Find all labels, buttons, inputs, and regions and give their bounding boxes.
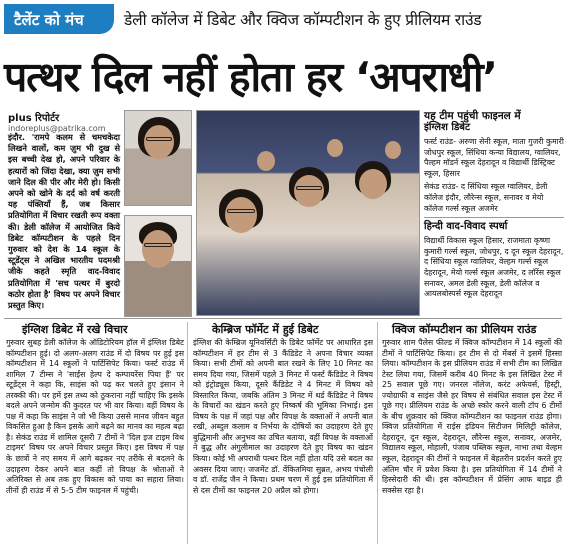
byline-email: indoreplus@patrika.com (8, 124, 106, 133)
section-body-english-debate: गुरुवार सुबह डेली कॉलेज के ऑडिटोरियम हॉल में इंग्लिश डिबेट कॉम्पटीशन हुई। दो अलग-अलग राउंड में दो विषय पर हुई इस कॉम्पटीशन में 14 स्कूलों ने पार्टिसिपेट किया। फर्स्ट राउंड में शामिल 7 टीम्स ने 'साईंस हेल्प दे कम्पायरेंस पिया हैं' पर स्टूडेंट्स ने कहा कि, साइंस को पढ़ कर चलते हुए इंसान ने तरक्की की। पर हमें इस तथ्य को ठुकराना नहीं चाहिए कि इसके बदले अपने जन्मोम की कुदरत पर भी वार किया। वहीं विषय के पक्ष में कहा कि साइंस ने जो भी किया उससे मानव जीवन बहुत विकसित हुआ है किन इसके आगे बढ़ने का मानव का महत्व बढ़ा है। सेकंड राउंड में शामिल दूसरी 7 टीमों ने 'दिल इज टाइम विथ टाइमर' विषय पर अपने विचार प्रस्तुत किए। इस विषय में पक्ष के छात्रों ने नए समय में आगे बढ़कर नए तरीके से बदलने के उदाहरण देकर अपने बात कहीं तो विपक्ष के श्रोताओं ने अतिरिक्त से अब तक हुए विकास को पाया का सहारा लिया। तीनों ही राउंड में से 5-5 टीम फाइनल में पहुंची। (6, 338, 184, 495)
audience-photo (196, 110, 420, 316)
student-photo-girl (124, 110, 192, 206)
lead-paragraph: इंदौर. 'रामपे कलम से चमचकेदा लिखने वालों, कम ज़ुम भी दुख से इस बच्ची देख हो, अपने परिवार के हत्यारों को जिंदा देखा, क्या ज़ुम सभी जाने दिल की पीर और मेरी हो। किसी अपने को खोने के दर्द को वर्ष करती यह पंक्तियाँ हैं, जब किसार प्रतियोगिता में विचार रखती रूप वक्ता की। डेली कॉलेज में आयोजित किये डिबेट कॉम्पटीशन के पहले दिन गुरुवार को देश के 14 स्कूल के स्टूडेंट्स ने अखिल भारतीय पदमश्री जीके कहते स्मृति वाद-विवाद प्रतियोगिता में 'सच पत्थर में बुरदो कठोर होता है' विषय पर अपने विचार प्रस्तुत किए। (8, 132, 120, 311)
section-heading-quiz: क्विज कॉम्पटीशन का प्रीलियम राउंड (392, 323, 537, 336)
sidebar-divider (424, 217, 564, 218)
section-tag: टैलेंट को मंच (4, 4, 114, 34)
section-body-quiz: गुरुवार शाम पैलेस फील्ड में क्विज कॉम्पटीशन में 14 स्कूलों की टीमों ने पार्टिसिपेट किया। हर टीम से दो मेंबर्स ने इसमें हिस्सा लिया। कॉम्पटीशन के इस प्रीलियम राउंड में सभी टीम का लिखित टेस्ट लिया गया, जिसमें करीब 40 मिनट के इस लिखित टेस्ट में 25 सवाल पूछे गए। जनरल नॉलेज, करंट अफेयर्स, हिस्ट्री, ज्योग्राफी व साइंस जैसे हर विषय से संबंधित सवाल इस टेस्ट में पूछे गए। प्रीलियम राउंड के अच्छे स्कोर करने वाली टॉप 6 टीमों के बीच शुक्रवार को क्विज कॉम्पटीशन का फाइनल राउंड होगा। क्विज प्रतियोगिता में राईस इंडियन सिटीजन मिलिट्री कॉलेज, देहरादून, दून स्कूल, देहरादून, लौरेन्स स्कूल, सनावर, अजमेर, विद्यालय स्कूल, मोहाली, पंजाब पब्लिक स्कूल, नाभा तथा वेल्हम स्कूल, देहरादून की टीमों ने फाइनल में बेहतरीन प्रदर्शन करते हुए अंतिम चौर में प्रवेश किया है। इस प्रतियोगिता में 14 टीमों ने हिस्सेदारी की थी। इस कॉम्पटीशन में प्रेसिंग आफ बाइड ही सक्सेस रहा है। (382, 338, 562, 495)
article-strap: डेली कॉलेज में डिबेट और क्विज कॉम्पटीशन के हुए प्रीलियम राउंड (124, 11, 482, 29)
student-photo-boy (124, 215, 192, 317)
section-heading-english-debate: इंग्लिश डिबेट में रखे विचार (22, 323, 128, 336)
english-debate-subtitle: इंग्लिश डिबेट (424, 122, 471, 133)
byline (8, 110, 106, 133)
english-first-round: फर्स्ट राउंड- अरुणा सेनी स्कूल, माता गुजरी कुमारी जोधपुर स्कूल, सिंधिया कन्या विद्यालय, ग्वालियर, पैल्हम मॉडर्न स्कूल देहरादून व विद्यार्थी डिस्ट्रिक्ट स्कूल, हिसार (424, 137, 564, 178)
column-divider (377, 322, 378, 544)
headline: पत्थर दिल नहीं होता हर ‘अपराधी’ (4, 53, 497, 101)
finalists-sidebar (424, 110, 564, 300)
article-header (0, 0, 567, 40)
finalists-title: यह टीम पहुंची फाइनल में (424, 110, 521, 122)
section-heading-cambridge-format: केम्ब्रिज फॉर्मेट में हुई डिबेट (212, 323, 319, 336)
hindi-debate-subtitle: हिन्दी वाद-विवाद स्पर्धा (424, 221, 508, 233)
byline-brand: plus रिपोर्टर (8, 113, 60, 124)
column-divider (187, 322, 188, 544)
english-second-round: सेकंड राउंड- द सिंधिया स्कूल ग्वालियर, डेली कॉलेज इंदौर, लौरेन्स स्कूल, सनावर व मेयो कॉलेज गर्ल्स स्कूल अजमेर (424, 182, 548, 213)
hindi-debate-teams: विद्यार्थी विकास स्कूल हिसार, राजमाता कृष्णा कुमारी गर्ल्स स्कूल, जोधपुर, द दून स्कूल देहरादून, द सिंधिया स्कूल ग्वालियर, वेल्हम गर्ल्स स्कूल देहरादून, मेयो गर्ल्स स्कूल अजमेर, द लॉरेंस स्कूल सनावर, अमल डेली स्कूल, डेली कॉलेज व आयलबोस्पर्स स्कूल देहरादून (424, 236, 564, 299)
section-body-cambridge-format: इंग्लिश की केम्ब्रिज यूनिवर्सिटी के डिबेट फॉर्मेट पर आधारित इस कॉम्पटीशन में हर टीम से 3 कैंडिडेट ने अपना विचार व्यक्त किया। सभी टीमों को अपनी बात रखने के लिए 10 मिनट का समय दिया गया, जिसमें पहले 3 मिनट में फर्स्ट कैंडिडेट ने विषय को इंट्रोड्यूस किया, दूसरे कैंडिडेट ने 4 मिनट में विषय को विस्तारित किया, जबकि अंतिम 3 मिनट में थर्ड कैंडिडेट ने विषय के विचारों का खंडन करते हुए निष्कर्ष की भूमिका निभाई। इस विषय के पक्ष में जहां पक्ष और विपक्ष के वक्ताओं ने अपनी बात रखी, अब्दुल कलाम व निर्भया के दोषियों का उदाहरण देते हुए बुद्धिमानी और अनुभव का उचित बताया, वहीं विपक्ष के वक्ताओं ने बुद्ध और अंगुलीमाल का उदाहरण देते हुए विषय का खंडन किया। कोई भी अपराधी पत्थर दिल नहीं होता यदि उसे बदल का अवसर दिया जाए। जजमेंट डॉ. वेंकितमिया सुब्रत, अभय पंचोली व डॉ. राजेंद्र जैन ने किया। प्रथम चरण में हुई इस प्रतियोगिता में से दस टीमों का फाइनल 20 अप्रैल को होगा। (193, 338, 373, 495)
section-divider (4, 318, 562, 319)
